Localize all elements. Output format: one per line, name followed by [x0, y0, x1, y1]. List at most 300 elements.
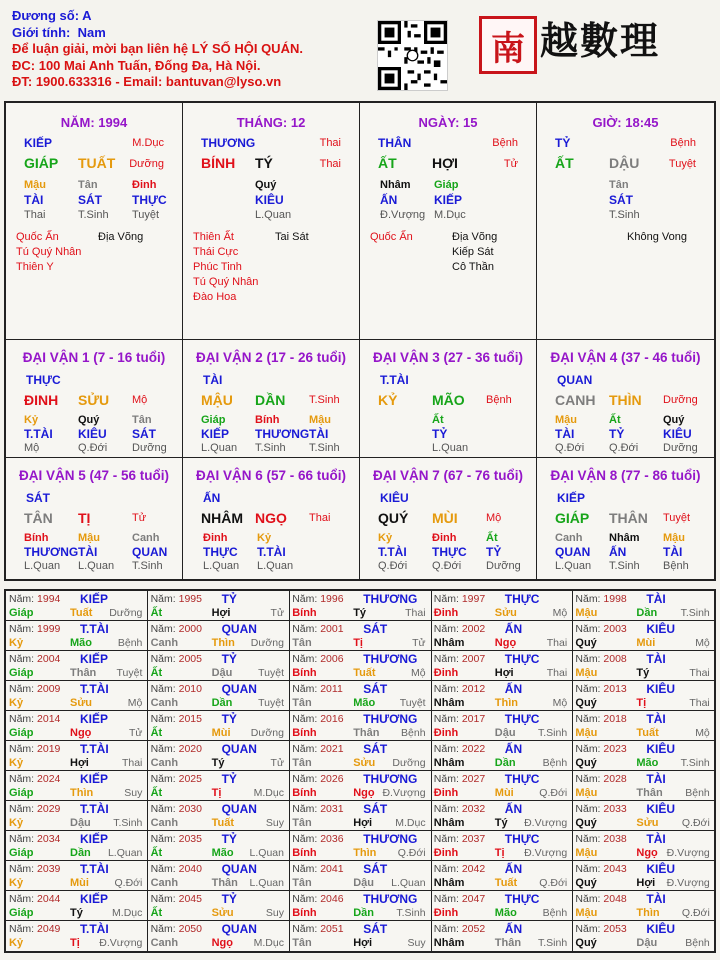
year-prefix: Năm:: [9, 863, 35, 875]
dai-van-cell[interactable]: [537, 340, 714, 458]
year-stem: Ất: [150, 667, 163, 679]
year-prefix: Năm:: [292, 653, 318, 665]
dai-van-cell[interactable]: [537, 458, 714, 579]
year-branch: Ngọ: [70, 727, 92, 739]
year-prefix: Năm:: [575, 593, 601, 605]
year-cell[interactable]: [572, 711, 714, 741]
hidden-life-stage: L.Quan: [432, 442, 469, 454]
year-cell[interactable]: [572, 741, 714, 771]
year-number: 2011: [320, 683, 343, 695]
year-label: [434, 863, 485, 875]
hidden-stem: Quý: [78, 414, 100, 426]
year-stem: Quý: [575, 817, 597, 829]
year-ten-god: QUAN: [221, 742, 257, 756]
year-cell[interactable]: [6, 621, 148, 651]
year-cell[interactable]: [6, 681, 148, 711]
year-label: [434, 773, 485, 785]
year-ten-god: SÁT: [363, 862, 388, 876]
year-branch: Hợi: [636, 877, 656, 889]
year-prefix: Năm:: [9, 593, 35, 605]
year-ten-god: KIÊU: [646, 802, 676, 816]
hidden-ten-god: TỶ: [432, 427, 448, 441]
year-life-stage: Mộ: [410, 667, 426, 679]
year-branch: Hợi: [70, 757, 89, 769]
year-branch: Tý: [211, 757, 225, 769]
year-prefix: Năm:: [9, 923, 35, 935]
year-prefix: Năm:: [292, 893, 318, 905]
pillar-thap-than: KIẾP: [24, 136, 53, 150]
year-cell[interactable]: [148, 621, 290, 651]
hidden-life-stage: Tuyệt: [132, 209, 160, 221]
year-cell[interactable]: [572, 831, 714, 861]
year-ten-god: TÀI: [646, 652, 666, 666]
year-branch: Tị: [353, 637, 363, 649]
year-number: 2039: [37, 863, 61, 875]
year-branch: Thân: [494, 937, 522, 949]
year-cell[interactable]: [431, 831, 573, 861]
qr-code-icon: [378, 21, 447, 90]
year-number: 2000: [178, 623, 202, 635]
dai-van-title: ĐẠI VẬN 4 (37 - 46 tuổi): [550, 350, 701, 365]
year-branch: Mão: [636, 757, 659, 769]
year-prefix: Năm:: [433, 893, 459, 905]
year-cell[interactable]: [572, 801, 714, 831]
year-cell[interactable]: [289, 891, 431, 921]
year-life-stage: T.Sinh: [538, 937, 568, 949]
year-ten-god: QUAN: [221, 622, 257, 636]
year-label: [575, 713, 626, 725]
year-cell[interactable]: [289, 921, 431, 951]
year-cell[interactable]: [148, 771, 290, 801]
dai-van-title: ĐẠI VẬN 3 (27 - 36 tuổi): [372, 350, 524, 365]
hidden-life-stage: T.Sinh: [78, 209, 109, 221]
year-cell[interactable]: [289, 711, 431, 741]
year-cell[interactable]: [6, 651, 148, 681]
year-branch: Thìn: [353, 847, 377, 859]
dai-van-stem: MẬU: [201, 392, 233, 408]
year-stem: Ất: [150, 907, 163, 919]
year-cell[interactable]: [6, 831, 148, 861]
year-cell[interactable]: [6, 591, 148, 621]
year-ten-god: TỶ: [221, 712, 237, 726]
dai-van-ten-god: KIẾP: [557, 491, 586, 505]
pillar-title: NGÀY: 15: [418, 115, 478, 130]
hidden-ten-god: ẤN: [609, 545, 627, 559]
year-cell[interactable]: [572, 921, 714, 951]
hidden-ten-god: TÀI: [555, 427, 575, 441]
dai-van-title: ĐẠI VẬN 1 (7 - 16 tuổi): [22, 350, 166, 365]
year-branch: Ngọ: [494, 637, 517, 649]
hidden-life-stage: Q.Đới: [555, 442, 585, 454]
dai-van-cell[interactable]: [360, 340, 537, 458]
year-prefix: Năm:: [433, 923, 459, 935]
year-stem: Nhâm: [433, 757, 465, 769]
pillar-stem-star: Thai: [319, 137, 341, 149]
year-cell[interactable]: [289, 831, 431, 861]
year-cell[interactable]: [6, 711, 148, 741]
year-ten-god: THƯƠNG: [363, 712, 418, 726]
year-cell[interactable]: [431, 801, 573, 831]
year-stem: Tân: [292, 757, 312, 769]
year-number: 2030: [178, 803, 202, 815]
hidden-life-stage: L.Quan: [24, 560, 61, 572]
hidden-ten-god: SÁT: [132, 427, 156, 441]
year-cell[interactable]: [6, 801, 148, 831]
dai-van-stem: TÂN: [24, 510, 53, 526]
year-cell[interactable]: [431, 921, 573, 951]
year-branch: Sửu: [353, 757, 376, 769]
year-label: [151, 773, 202, 785]
year-branch: Tị: [494, 847, 505, 859]
year-branch: Sửu: [70, 697, 93, 709]
star-left: Thiên Ất: [193, 231, 234, 243]
hidden-life-stage: T.Sinh: [132, 560, 163, 572]
year-ten-god: THƯƠNG: [363, 652, 418, 666]
year-cell[interactable]: [431, 861, 573, 891]
year-number: 2053: [603, 923, 627, 935]
year-stem: Canh: [150, 877, 179, 889]
year-cell[interactable]: [6, 921, 148, 951]
year-branch: Tuất: [70, 607, 93, 619]
year-cell[interactable]: [431, 771, 573, 801]
year-ten-god: ẤN: [504, 622, 523, 636]
year-life-stage: T.Sinh: [538, 727, 568, 739]
hidden-stem: Kỷ: [24, 414, 39, 426]
year-label: [292, 893, 343, 905]
year-ten-god: THỰC: [504, 772, 540, 786]
dai-van-cell[interactable]: [183, 340, 360, 458]
year-cell[interactable]: [148, 711, 290, 741]
dai-van-ten-god: ẤN: [203, 491, 221, 505]
year-cell[interactable]: [289, 591, 431, 621]
hidden-ten-god: ẤN: [380, 193, 398, 207]
star-left: Thái Cực: [193, 246, 239, 258]
year-life-stage: Tử: [270, 757, 284, 769]
year-life-stage: M.Dục: [253, 937, 284, 949]
year-ten-god: SÁT: [363, 742, 388, 756]
dai-van-stem: KỶ: [378, 392, 398, 408]
year-number: 2002: [461, 623, 486, 635]
dai-van-cell[interactable]: [183, 458, 360, 579]
year-cell[interactable]: [572, 591, 714, 621]
year-branch: Thân: [353, 727, 380, 739]
dai-van-branch: MÃO: [432, 392, 465, 408]
year-prefix: Năm:: [150, 653, 176, 665]
dai-van-stem: NHÂM: [201, 510, 243, 526]
year-number: 2001: [320, 623, 344, 635]
year-stem: Tân: [292, 637, 312, 649]
year-stem: Đinh: [433, 847, 459, 859]
star-left: Quốc Ấn: [370, 231, 413, 243]
hidden-life-stage: T.Sinh: [309, 442, 340, 454]
year-cell[interactable]: [148, 651, 290, 681]
year-branch: Tuất: [494, 877, 518, 889]
year-life-stage: Tuyệt: [399, 697, 426, 709]
hidden-life-stage: L.Quan: [203, 560, 240, 572]
year-cell[interactable]: [572, 891, 714, 921]
year-prefix: Năm:: [575, 713, 601, 725]
hidden-stem: Mậu: [309, 414, 331, 426]
year-life-stage: Q.Đới: [397, 847, 426, 859]
year-life-stage: Tuyệt: [258, 697, 284, 709]
dai-van-cell[interactable]: [6, 458, 183, 579]
year-cell[interactable]: [572, 771, 714, 801]
year-cell[interactable]: [431, 591, 573, 621]
year-number: 2010: [178, 683, 202, 695]
year-cell[interactable]: [431, 621, 573, 651]
year-cell[interactable]: [6, 771, 148, 801]
year-cell[interactable]: [431, 741, 573, 771]
dai-van-life-stage: T.Sinh: [309, 394, 340, 406]
year-label: [292, 863, 343, 875]
year-cell[interactable]: [431, 681, 573, 711]
year-label: [575, 803, 626, 815]
year-cell[interactable]: [289, 801, 431, 831]
contact-line[interactable]: Để luận giải, mời bạn liên hệ LÝ SỐ HỘI QUÁN.: [12, 41, 303, 56]
year-branch: Tý: [70, 907, 83, 919]
phone-email-line[interactable]: ĐT: 1900.633316 - Email: bantuvan@lyso.vn: [12, 74, 282, 89]
hidden-ten-god: KIẾP: [201, 427, 230, 441]
year-ten-god: KIÊU: [646, 862, 676, 876]
year-life-stage: M.Dục: [112, 907, 143, 919]
qr-code[interactable]: [377, 20, 448, 91]
year-stem: Giáp: [9, 847, 34, 859]
year-cell[interactable]: [572, 651, 714, 681]
year-stem: Ất: [150, 847, 163, 859]
hidden-ten-god: KIẾP: [434, 193, 463, 207]
hidden-life-stage: Q.Đới: [378, 560, 408, 572]
year-branch: Ngọ: [636, 847, 658, 859]
year-label: [151, 893, 202, 905]
year-branch: Mão: [353, 697, 376, 709]
year-prefix: Năm:: [433, 683, 459, 695]
hidden-stem: Mậu: [663, 532, 685, 544]
hidden-ten-god: KIÊU: [663, 427, 692, 441]
gender-label: Giới tính:: [12, 24, 71, 40]
year-life-stage: Thai: [546, 637, 568, 649]
dai-van-cell[interactable]: [6, 340, 183, 458]
year-number: 2038: [603, 833, 627, 845]
year-ten-god: T.TÀI: [80, 802, 109, 816]
year-life-stage: T.Sinh: [680, 607, 710, 619]
year-stem: Đinh: [433, 667, 459, 679]
hidden-life-stage: Bệnh: [663, 560, 689, 572]
pillar-life-stage: Tuyệt: [668, 158, 696, 170]
year-prefix: Năm:: [575, 863, 601, 875]
hidden-ten-god: TỶ: [486, 545, 502, 559]
year-branch: Sửu: [494, 607, 517, 619]
year-number: 2046: [320, 893, 344, 905]
year-branch: Thìn: [70, 787, 94, 799]
year-life-stage: Mộ: [552, 697, 568, 709]
year-life-stage: Dưỡng: [109, 607, 143, 619]
year-stem: Kỷ: [9, 877, 24, 889]
year-label: [434, 833, 485, 845]
year-cell[interactable]: [148, 921, 290, 951]
year-prefix: Năm:: [292, 623, 318, 635]
year-number: 2050: [178, 923, 202, 935]
year-number: 2029: [37, 803, 61, 815]
year-stem: Nhâm: [433, 937, 465, 949]
star-right: Không Vong: [627, 231, 687, 243]
pillar-branch: HỢI: [432, 155, 458, 171]
star-right: Địa Võng: [98, 231, 144, 243]
year-prefix: Năm:: [433, 653, 459, 665]
year-prefix: Năm:: [575, 653, 601, 665]
year-ten-god: T.TÀI: [80, 622, 109, 636]
pillar-stem-star: Bệnh: [670, 137, 696, 149]
year-cell[interactable]: [289, 621, 431, 651]
year-prefix: Năm:: [292, 833, 318, 845]
dai-van-life-stage: Dưỡng: [663, 394, 698, 406]
year-number: 2028: [603, 773, 627, 785]
year-cell[interactable]: [148, 801, 290, 831]
year-prefix: Năm:: [575, 923, 601, 935]
pillar-stem: GIÁP: [24, 155, 59, 171]
dai-van-life-stage: Mộ: [486, 512, 502, 524]
year-life-stage: Tử: [128, 727, 143, 739]
year-cell[interactable]: [148, 861, 290, 891]
year-prefix: Năm:: [433, 833, 459, 845]
year-cell[interactable]: [289, 861, 431, 891]
year-cell[interactable]: [431, 651, 573, 681]
year-life-stage: Suy: [265, 907, 284, 919]
hidden-life-stage: L.Quan: [555, 560, 592, 572]
hidden-ten-god: THỰC: [203, 545, 238, 559]
year-cell[interactable]: [6, 741, 148, 771]
year-stem: Đinh: [433, 607, 459, 619]
year-cell[interactable]: [6, 861, 148, 891]
hidden-life-stage: L.Quan: [78, 560, 115, 572]
hidden-life-stage: Dưỡng: [663, 442, 698, 454]
year-branch: Dậu: [211, 667, 233, 679]
year-prefix: Năm:: [433, 623, 459, 635]
year-cell[interactable]: [148, 741, 290, 771]
year-number: 2040: [178, 863, 202, 875]
year-label: [292, 653, 343, 665]
year-stem: Quý: [575, 877, 597, 889]
year-branch: Sửu: [211, 907, 234, 919]
year-cell[interactable]: [148, 681, 290, 711]
year-label: [151, 623, 202, 635]
hidden-stem: Tân: [132, 414, 152, 426]
hidden-life-stage: T.Sinh: [609, 560, 640, 572]
year-prefix: Năm:: [292, 683, 318, 695]
year-prefix: Năm:: [150, 803, 176, 815]
year-number: 2035: [178, 833, 202, 845]
star-left: Đào Hoa: [193, 291, 237, 303]
dai-van-branch: NGỌ: [255, 510, 287, 526]
year-stem: Giáp: [9, 667, 34, 679]
year-life-stage: Đ.Vượng: [382, 787, 426, 799]
year-cell[interactable]: [6, 891, 148, 921]
year-stem: Bính: [292, 787, 317, 799]
pillar-thap-than: THÂN: [378, 136, 412, 150]
year-label: [575, 593, 626, 605]
year-branch: Thân: [211, 877, 238, 889]
year-prefix: Năm:: [150, 833, 176, 845]
year-number: 2009: [37, 683, 61, 695]
year-ten-god: ẤN: [504, 802, 523, 816]
year-stem: Quý: [575, 637, 597, 649]
pillar-thap-than: THƯƠNG: [201, 136, 256, 150]
hidden-stem: Bính: [255, 414, 280, 426]
year-stem: Mậu: [575, 727, 598, 739]
star-left: Tú Quý Nhân: [16, 246, 82, 258]
dai-van-cell[interactable]: [360, 458, 537, 579]
year-stem: Quý: [575, 937, 597, 949]
year-cell[interactable]: [572, 621, 714, 651]
hidden-ten-god: THƯƠNG: [24, 545, 79, 559]
year-stem: Ất: [150, 727, 163, 739]
year-cell[interactable]: [289, 771, 431, 801]
year-ten-god: SÁT: [363, 802, 388, 816]
year-life-stage: Tử: [270, 607, 284, 619]
year-label: [434, 623, 485, 635]
dai-van-branch: SỬU: [78, 392, 110, 408]
hidden-ten-god: TÀI: [78, 545, 98, 559]
star-right: Cô Thần: [452, 261, 494, 273]
year-branch: Hợi: [494, 667, 514, 679]
year-label: [434, 923, 485, 935]
year-cell[interactable]: [148, 591, 290, 621]
year-life-stage: Q.Đới: [681, 817, 710, 829]
year-number: 2025: [178, 773, 202, 785]
year-cell[interactable]: [289, 741, 431, 771]
year-number: 2006: [320, 653, 344, 665]
dai-van-title: ĐẠI VẬN 5 (47 - 56 tuổi): [18, 468, 170, 483]
year-number: 2007: [461, 653, 486, 665]
year-cell[interactable]: [289, 651, 431, 681]
year-label: [151, 923, 202, 935]
year-number: 2034: [37, 833, 61, 845]
year-label: [292, 803, 343, 815]
hidden-stem: Tân: [78, 179, 98, 191]
year-stem: Canh: [150, 757, 179, 769]
year-stem: Canh: [150, 697, 179, 709]
year-cell[interactable]: [431, 891, 573, 921]
hidden-stem: Mậu: [78, 532, 100, 544]
pillar-thap-than: TỶ: [555, 136, 571, 150]
year-label: [9, 593, 60, 605]
hidden-stem: Ất: [609, 414, 621, 426]
year-number: 2021: [320, 743, 344, 755]
year-label: [434, 593, 485, 605]
dai-van-branch: THÂN: [609, 510, 648, 526]
year-life-stage: Tuyệt: [258, 667, 284, 679]
hidden-life-stage: Mộ: [24, 442, 40, 454]
pillar-cell: [6, 103, 183, 340]
year-life-stage: Đ.Vượng: [99, 937, 143, 949]
year-cell[interactable]: [148, 891, 290, 921]
year-life-stage: Tuyệt: [116, 667, 143, 679]
year-label: [575, 623, 626, 635]
year-cell[interactable]: [431, 711, 573, 741]
year-stem: Đinh: [433, 727, 459, 739]
year-cell[interactable]: [148, 831, 290, 861]
year-label: [151, 803, 202, 815]
hidden-stem: Bính: [24, 532, 49, 544]
year-stem: Mậu: [575, 907, 598, 919]
year-life-stage: Đ.Vượng: [524, 817, 568, 829]
year-cell[interactable]: [289, 681, 431, 711]
year-number: 2016: [320, 713, 344, 725]
pillar-branch: DẬU: [609, 155, 640, 171]
year-cell[interactable]: [572, 681, 714, 711]
year-ten-god: QUAN: [221, 922, 257, 936]
year-cell[interactable]: [572, 861, 714, 891]
year-prefix: Năm:: [575, 683, 601, 695]
